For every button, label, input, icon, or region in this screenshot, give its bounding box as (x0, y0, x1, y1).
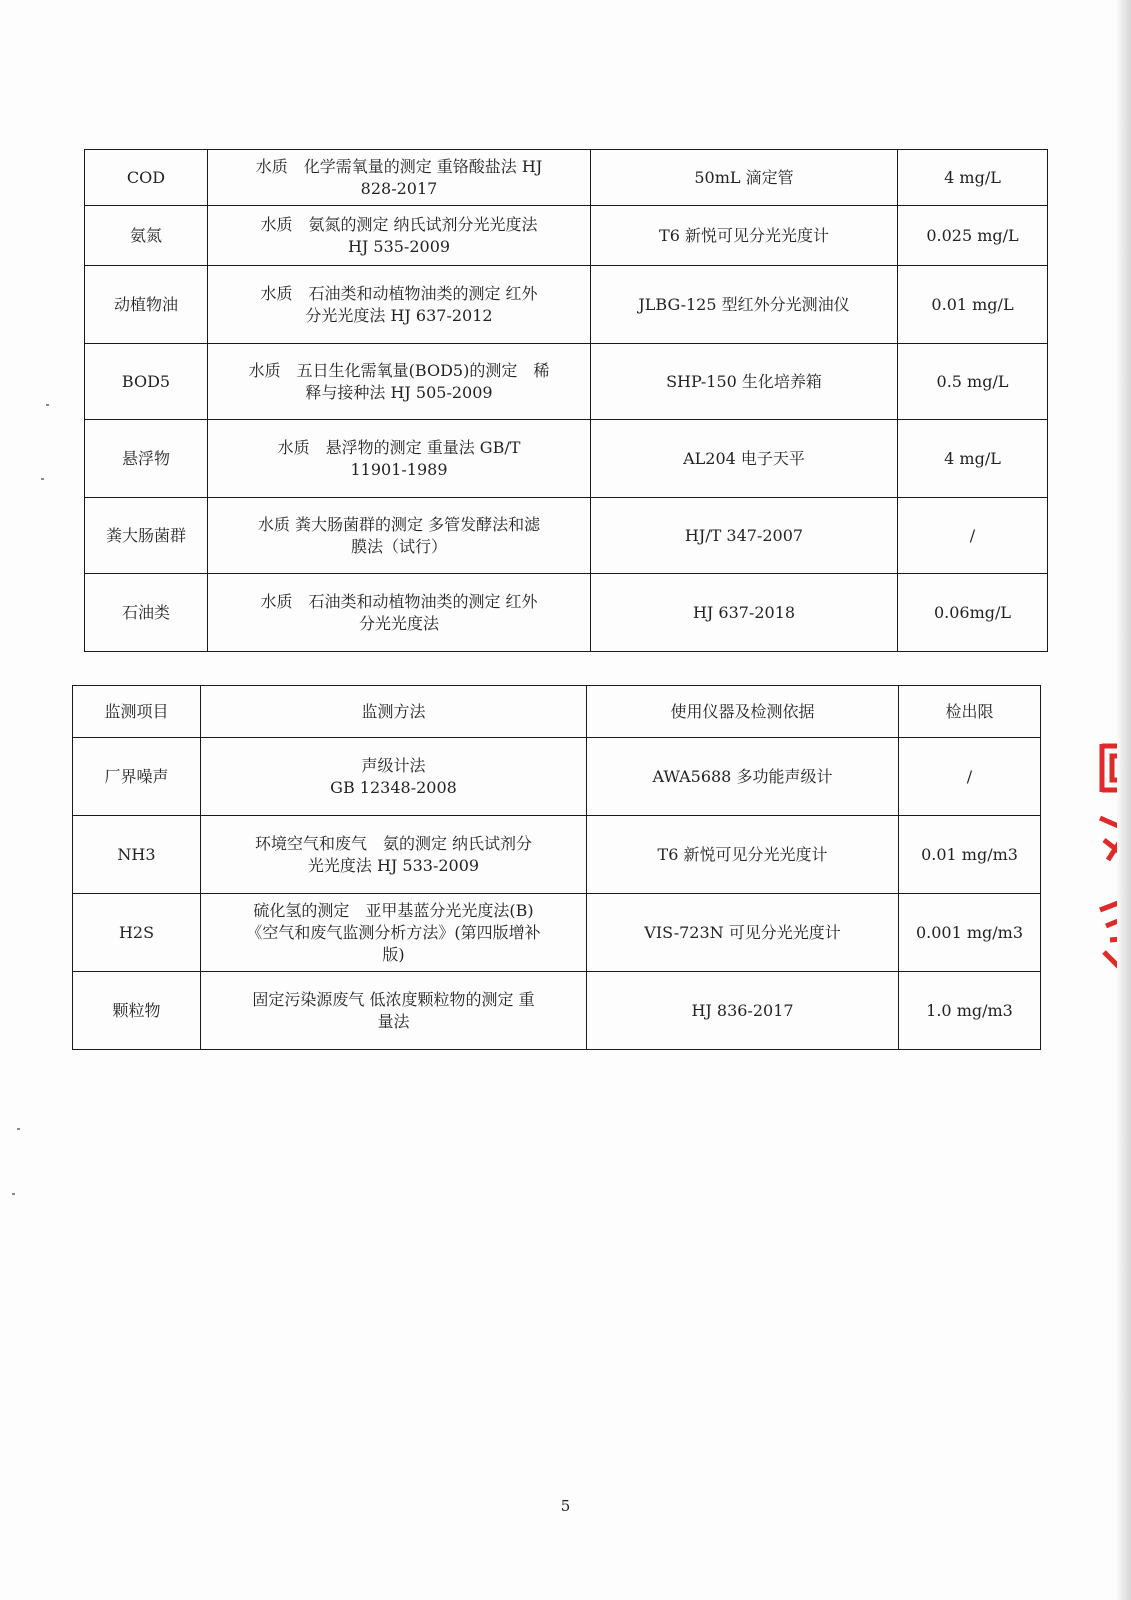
table-row (85, 420, 1048, 498)
method-line: 声级计法 (361, 755, 426, 775)
header-instrument: 使用仪器及检测依据 (587, 686, 899, 738)
cell-instrument: HJ 637-2018 (591, 574, 898, 652)
method-line: 水质 石油类和动植物油类的测定 红外 (260, 283, 538, 303)
cell-item: NH3 (73, 816, 201, 894)
cell-method (208, 420, 591, 498)
scan-shadow-edge (1117, 0, 1131, 1600)
method-line: 环境空气和废气 氨的测定 纳氏试剂分 (254, 833, 533, 853)
cell-instrument: HJ/T 347-2007 (591, 498, 898, 574)
method-line: 量法 (377, 1011, 410, 1031)
air-table-header (73, 686, 1041, 738)
method-line: 828-2017 (360, 178, 438, 198)
cell-item: 氨氮 (85, 206, 208, 266)
cell-method (208, 266, 591, 344)
method-line: 分光光度法 (358, 613, 439, 633)
method-line: 光光度法 HJ 533-2009 (307, 855, 480, 875)
method-line: 水质 石油类和动植物油类的测定 红外 (260, 591, 538, 611)
cell-limit: 0.5 mg/L (898, 344, 1048, 420)
cell-item: 石油类 (85, 574, 208, 652)
cell-limit: 0.025 mg/L (898, 206, 1048, 266)
scan-speck (46, 404, 49, 406)
scan-speck (12, 1193, 15, 1195)
cell-limit: 4 mg/L (898, 150, 1048, 206)
header-method: 监测方法 (201, 686, 587, 738)
cell-item: 悬浮物 (85, 420, 208, 498)
cell-instrument: SHP-150 生化培养箱 (591, 344, 898, 420)
table-row (85, 150, 1048, 206)
cell-method (208, 344, 591, 420)
scan-speck (41, 478, 44, 480)
cell-item: COD (85, 150, 208, 206)
header-limit: 检出限 (899, 686, 1041, 738)
method-line: 《空气和废气监测分析方法》(第四版增补 (246, 922, 541, 942)
table-row (73, 894, 1041, 972)
cell-limit: 1.0 mg/m3 (899, 972, 1041, 1050)
cell-instrument: T6 新悦可见分光光度计 (587, 816, 899, 894)
method-line: 释与接种法 HJ 505-2009 (305, 382, 493, 402)
cell-method (201, 894, 587, 972)
method-line: 11901-1989 (350, 459, 448, 479)
water-table-body (85, 150, 1048, 652)
water-monitoring-table (84, 149, 1048, 652)
method-line: 水质 化学需氧量的测定 重铬酸盐法 HJ (255, 156, 543, 176)
method-line: 分光光度法 HJ 637-2012 (305, 305, 493, 325)
air-noise-monitoring-table (72, 685, 1041, 1050)
table-header-row (73, 686, 1041, 738)
table-row (85, 498, 1048, 574)
cell-item: 颗粒物 (73, 972, 201, 1050)
table-row (73, 738, 1041, 816)
table-row (85, 574, 1048, 652)
cell-item: 动植物油 (85, 266, 208, 344)
method-line: 水质 氨氮的测定 纳氏试剂分光光度法 (260, 214, 538, 234)
table-row (85, 206, 1048, 266)
table-row (73, 972, 1041, 1050)
cell-instrument: JLBG-125 型红外分光测油仪 (591, 266, 898, 344)
cell-item: 粪大肠菌群 (85, 498, 208, 574)
method-line: 固定污染源废气 低浓度颗粒物的测定 重 (252, 989, 535, 1009)
cell-instrument: 50mL 滴定管 (591, 150, 898, 206)
cell-method (208, 150, 591, 206)
cell-item: H2S (73, 894, 201, 972)
cell-method (201, 972, 587, 1050)
method-line: 水质 粪大肠菌群的测定 多管发酵法和滤 (257, 514, 541, 534)
page-number: 5 (560, 1497, 571, 1515)
cell-limit: / (898, 498, 1048, 574)
cell-instrument: AWA5688 多功能声级计 (587, 738, 899, 816)
method-line: HJ 535-2009 (347, 236, 451, 256)
cell-limit: 0.01 mg/L (898, 266, 1048, 344)
cell-instrument: HJ 836-2017 (587, 972, 899, 1050)
cell-instrument: AL204 电子天平 (591, 420, 898, 498)
table-row (73, 816, 1041, 894)
air-table-body (73, 738, 1041, 1050)
cell-method (208, 206, 591, 266)
cell-limit: / (899, 738, 1041, 816)
table-row (85, 266, 1048, 344)
cell-item: BOD5 (85, 344, 208, 420)
cell-instrument: VIS-723N 可见分光光度计 (587, 894, 899, 972)
header-item: 监测项目 (73, 686, 201, 738)
cell-limit: 0.06mg/L (898, 574, 1048, 652)
table-row (85, 344, 1048, 420)
method-line: 膜法（试行） (350, 536, 447, 556)
method-line: GB 12348-2008 (330, 777, 457, 797)
cell-item: 厂界噪声 (73, 738, 201, 816)
cell-method (208, 498, 591, 574)
method-line: 版) (382, 944, 405, 964)
cell-instrument: T6 新悦可见分光光度计 (591, 206, 898, 266)
cell-method (201, 738, 587, 816)
cell-method (208, 574, 591, 652)
cell-limit: 4 mg/L (898, 420, 1048, 498)
scan-speck (17, 1128, 20, 1130)
cell-limit: 0.01 mg/m3 (899, 816, 1041, 894)
cell-limit: 0.001 mg/m3 (899, 894, 1041, 972)
method-line: 水质 五日生化需氧量(BOD5)的测定 稀 (248, 360, 550, 380)
cell-method (201, 816, 587, 894)
method-line: 硫化氢的测定 亚甲基蓝分光光度法(B) (253, 900, 534, 920)
method-line: 水质 悬浮物的测定 重量法 GB/T (277, 437, 521, 457)
